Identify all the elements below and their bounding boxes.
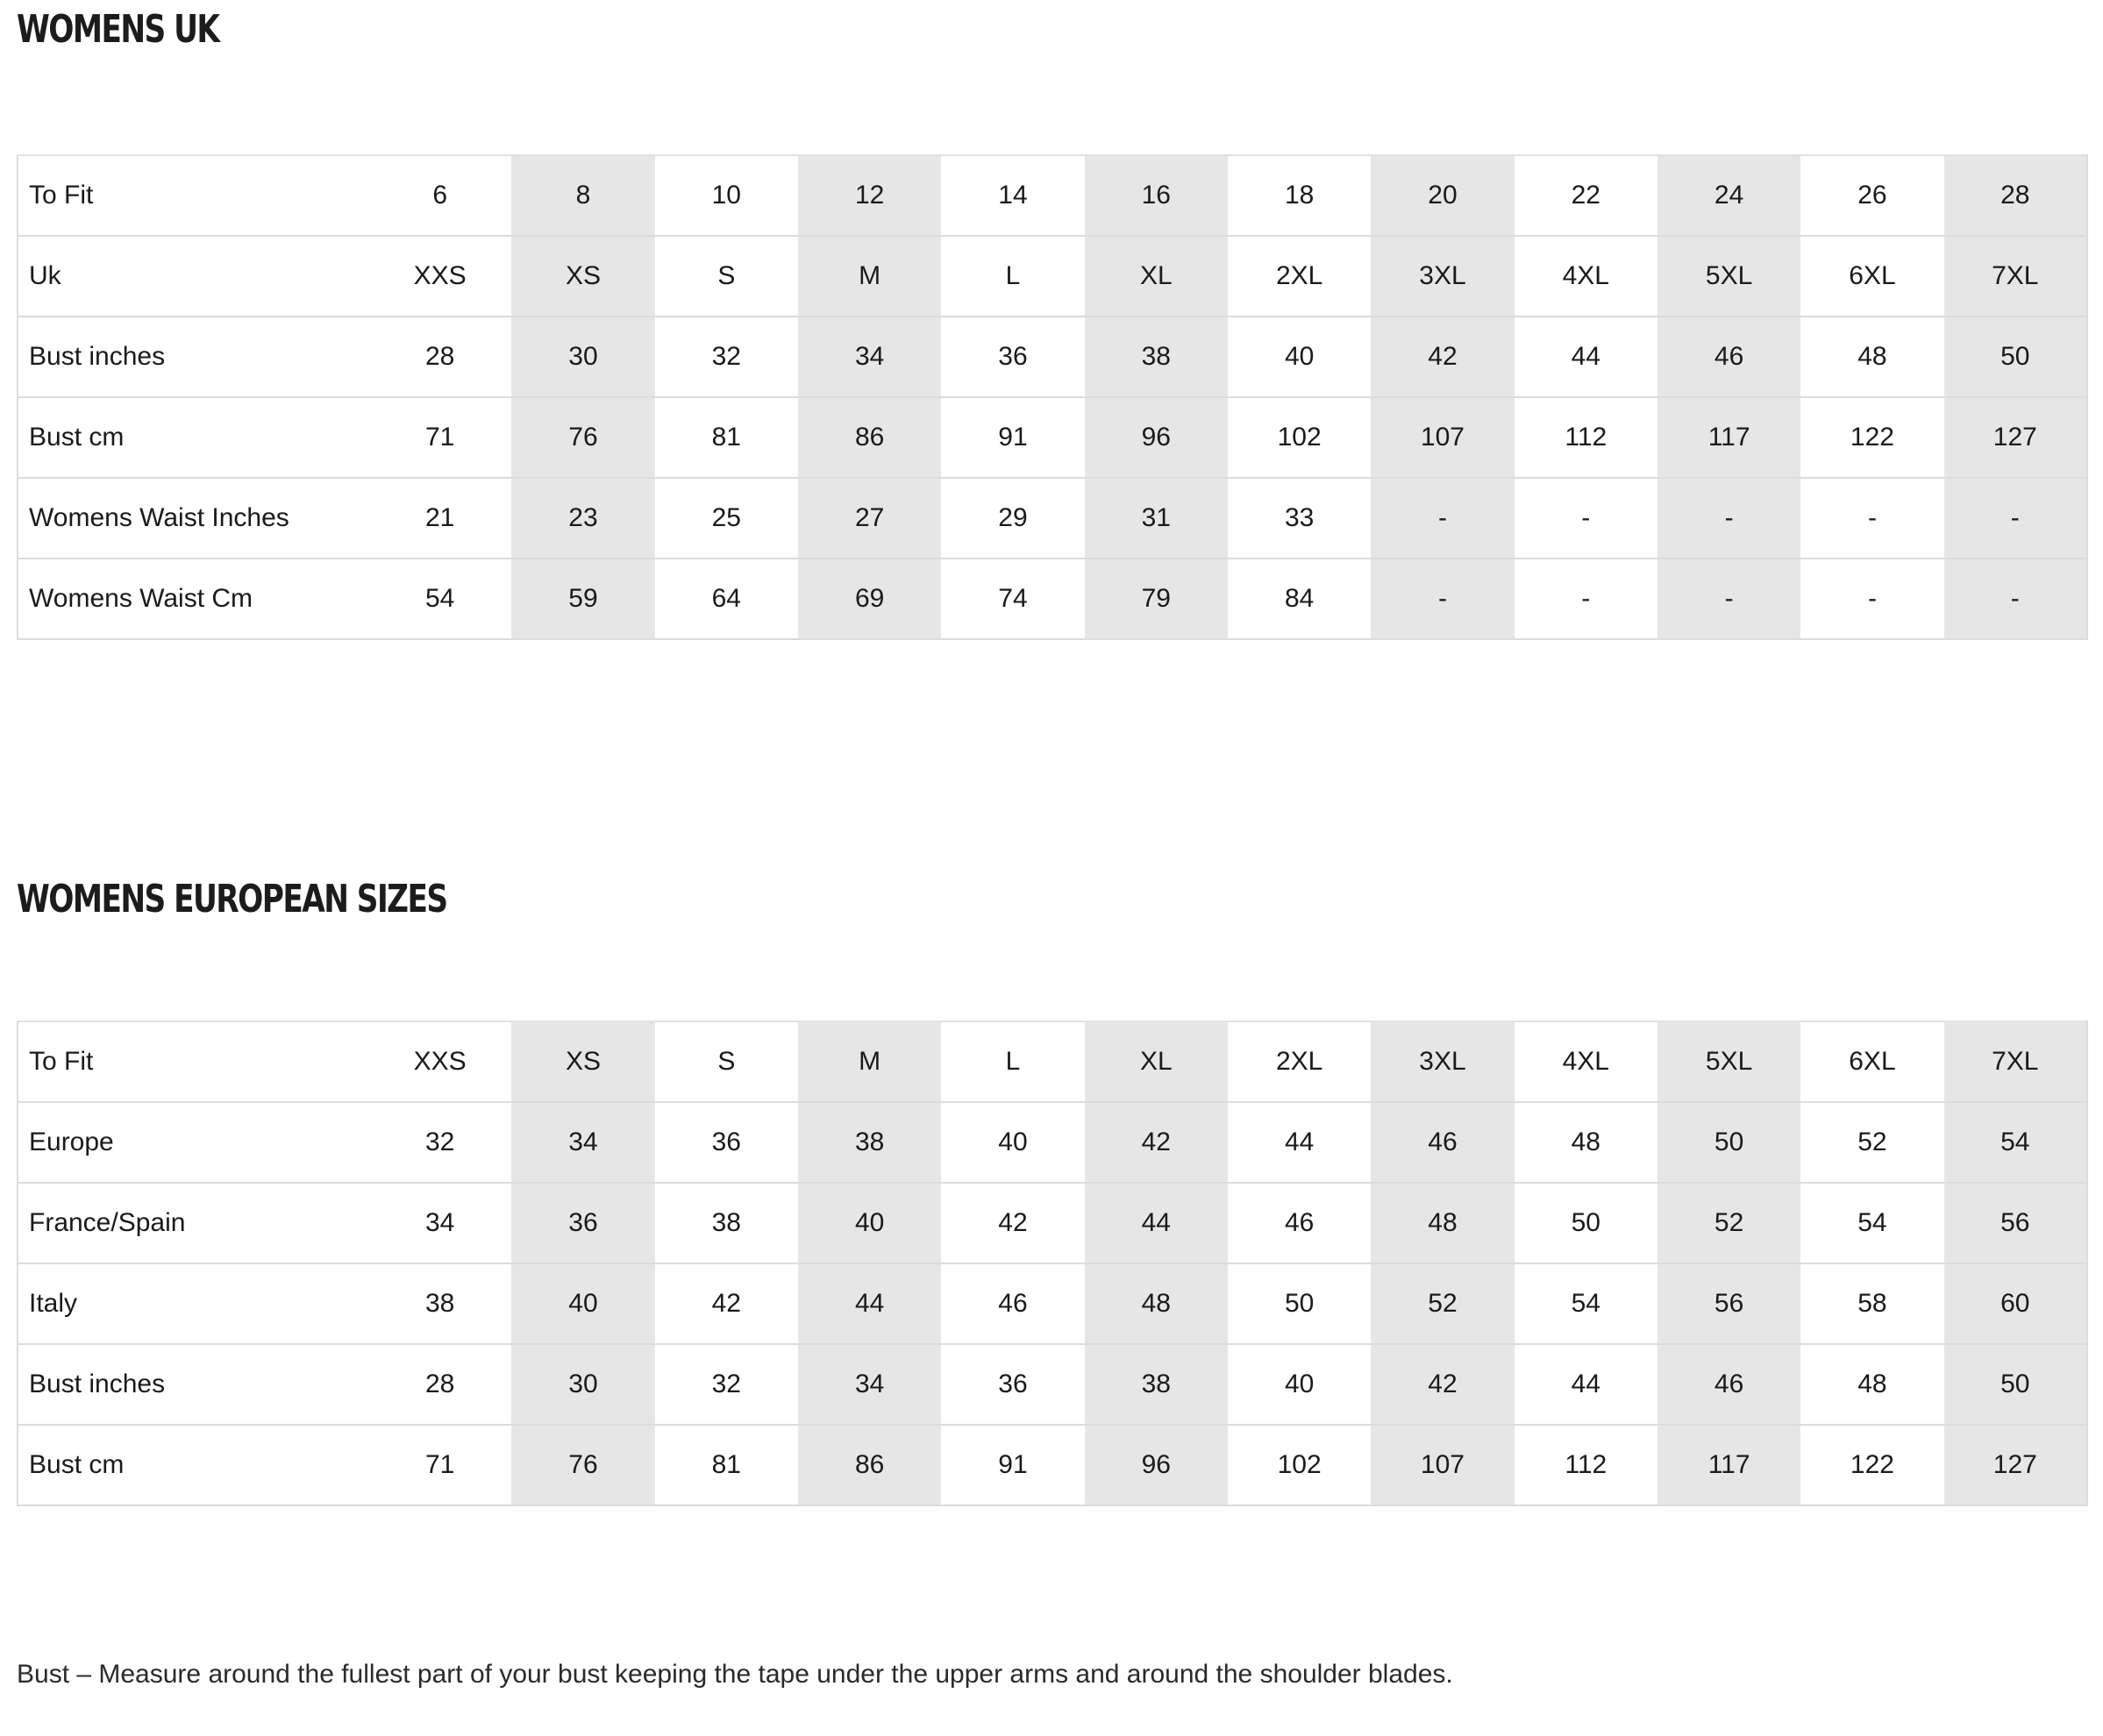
table-cell: 60 [1944, 1263, 2087, 1344]
table-row [18, 559, 2087, 639]
table-cell: 81 [655, 1425, 798, 1505]
table-row [18, 155, 2087, 236]
table-cell: 7XL [1944, 236, 2087, 317]
table-cell: 4XL [1515, 236, 1657, 317]
table-cell: 40 [798, 1183, 941, 1263]
table-cell: 50 [1515, 1183, 1657, 1263]
table-cell: 107 [1371, 1425, 1514, 1505]
table-cell: 48 [1371, 1183, 1514, 1263]
womens-uk-title: WOMENS UK [17, 7, 219, 52]
table-row [18, 317, 2087, 397]
table-cell: 32 [368, 1102, 511, 1183]
row-label: To Fit [18, 155, 368, 236]
table-cell: 34 [511, 1102, 654, 1183]
table-row [18, 1021, 2087, 1102]
table-cell: 23 [511, 478, 654, 559]
table-cell: 38 [655, 1183, 798, 1263]
table-cell: 48 [1800, 1344, 1943, 1425]
table-cell: 28 [368, 1344, 511, 1425]
table-cell: 81 [655, 397, 798, 478]
table-cell: 4XL [1515, 1021, 1657, 1102]
table-cell: 48 [1800, 317, 1943, 397]
table-cell: 42 [655, 1263, 798, 1344]
table-cell: 52 [1800, 1102, 1943, 1183]
table-cell: 50 [1944, 317, 2087, 397]
row-label: Bust inches [18, 1344, 368, 1425]
table-cell: 44 [1515, 1344, 1657, 1425]
table-cell: XS [511, 236, 654, 317]
table-cell: 38 [1085, 317, 1228, 397]
table-cell: 36 [511, 1183, 654, 1263]
table-cell: M [798, 1021, 941, 1102]
table-row [18, 397, 2087, 478]
table-cell: 46 [1371, 1102, 1514, 1183]
table-row [18, 236, 2087, 317]
table-row [18, 1183, 2087, 1263]
table-cell: 96 [1085, 397, 1228, 478]
table-cell: 3XL [1371, 1021, 1514, 1102]
table-cell: 42 [1371, 1344, 1514, 1425]
table-cell: XXS [368, 1021, 511, 1102]
table-row [18, 1263, 2087, 1344]
table-cell: - [1800, 559, 1943, 639]
table-cell: 40 [941, 1102, 1084, 1183]
table-cell: 30 [511, 317, 654, 397]
table-cell: - [1515, 559, 1657, 639]
table-cell: 52 [1371, 1263, 1514, 1344]
table-cell: - [1515, 478, 1657, 559]
table-cell: 64 [655, 559, 798, 639]
table-cell: 32 [655, 317, 798, 397]
table-cell: 112 [1515, 1425, 1657, 1505]
table-cell: 12 [798, 155, 941, 236]
table-cell: 117 [1657, 397, 1800, 478]
table-cell: - [1657, 478, 1800, 559]
table-cell: 122 [1800, 1425, 1943, 1505]
table-cell: 38 [1085, 1344, 1228, 1425]
table-cell: 50 [1657, 1102, 1800, 1183]
table-cell: 46 [1657, 1344, 1800, 1425]
table-cell: 33 [1228, 478, 1371, 559]
bust-measurement-note: Bust – Measure around the fullest part of your bust keeping the tape under the upper arms and around the shoulder blades. [17, 1660, 1453, 1689]
table-cell: 44 [1228, 1102, 1371, 1183]
table-cell: 42 [941, 1183, 1084, 1263]
table-cell: 36 [941, 1344, 1084, 1425]
table-cell: 91 [941, 397, 1084, 478]
table-cell: - [1371, 559, 1514, 639]
table-cell: 107 [1371, 397, 1514, 478]
table-cell: 10 [655, 155, 798, 236]
table-cell: 44 [798, 1263, 941, 1344]
table-cell: 8 [511, 155, 654, 236]
table-cell: 127 [1944, 1425, 2087, 1505]
table-cell: - [1800, 478, 1943, 559]
table-cell: XL [1085, 1021, 1228, 1102]
table-cell: 56 [1657, 1263, 1800, 1344]
row-label: Womens Waist Cm [18, 559, 368, 639]
table-cell: 6 [368, 155, 511, 236]
table-cell: 48 [1515, 1102, 1657, 1183]
row-label: Uk [18, 236, 368, 317]
table-cell: 52 [1657, 1183, 1800, 1263]
table-cell: 27 [798, 478, 941, 559]
table-cell: 40 [1228, 317, 1371, 397]
table-cell: 32 [655, 1344, 798, 1425]
table-cell: XXS [368, 236, 511, 317]
row-label: France/Spain [18, 1183, 368, 1263]
womens-european-size-table [17, 1021, 2088, 1506]
table-cell: 28 [1944, 155, 2087, 236]
table-cell: 50 [1944, 1344, 2087, 1425]
row-label: Bust cm [18, 1425, 368, 1505]
table-row [18, 1344, 2087, 1425]
table-cell: 3XL [1371, 236, 1514, 317]
womens-uk-size-table [17, 154, 2088, 640]
table-cell: 112 [1515, 397, 1657, 478]
table-cell: 71 [368, 1425, 511, 1505]
table-cell: 18 [1228, 155, 1371, 236]
table-cell: 48 [1085, 1263, 1228, 1344]
table-cell: 50 [1228, 1263, 1371, 1344]
table-cell: 76 [511, 397, 654, 478]
table-cell: 2XL [1228, 236, 1371, 317]
table-cell: 69 [798, 559, 941, 639]
table-cell: 40 [511, 1263, 654, 1344]
table-cell: 34 [798, 317, 941, 397]
row-label: Europe [18, 1102, 368, 1183]
table-cell: 54 [368, 559, 511, 639]
table-cell: 91 [941, 1425, 1084, 1505]
table-cell: 74 [941, 559, 1084, 639]
table-cell: 42 [1371, 317, 1514, 397]
table-cell: XS [511, 1021, 654, 1102]
table-cell: - [1657, 559, 1800, 639]
table-cell: 102 [1228, 397, 1371, 478]
womens-uk-table-body [18, 155, 2087, 639]
table-row [18, 1425, 2087, 1505]
table-cell: 42 [1085, 1102, 1228, 1183]
table-cell: 46 [1228, 1183, 1371, 1263]
table-cell: - [1944, 478, 2087, 559]
table-cell: 20 [1371, 155, 1514, 236]
table-cell: 36 [655, 1102, 798, 1183]
table-cell: 6XL [1800, 236, 1943, 317]
table-cell: 25 [655, 478, 798, 559]
table-cell: 79 [1085, 559, 1228, 639]
table-row [18, 478, 2087, 559]
table-cell: 7XL [1944, 1021, 2087, 1102]
table-cell: M [798, 236, 941, 317]
table-cell: 5XL [1657, 1021, 1800, 1102]
table-cell: 44 [1085, 1183, 1228, 1263]
table-cell: 6XL [1800, 1021, 1943, 1102]
table-cell: 5XL [1657, 236, 1800, 317]
womens-european-title: WOMENS EUROPEAN SIZES [17, 877, 447, 921]
womens-european-table-body [18, 1021, 2087, 1505]
table-cell: 59 [511, 559, 654, 639]
table-cell: 71 [368, 397, 511, 478]
table-cell: 84 [1228, 559, 1371, 639]
table-cell: 36 [941, 317, 1084, 397]
table-cell: 46 [1657, 317, 1800, 397]
table-cell: XL [1085, 236, 1228, 317]
table-cell: 14 [941, 155, 1084, 236]
table-cell: 40 [1228, 1344, 1371, 1425]
table-cell: 22 [1515, 155, 1657, 236]
row-label: Bust inches [18, 317, 368, 397]
table-cell: 46 [941, 1263, 1084, 1344]
table-cell: 54 [1944, 1102, 2087, 1183]
table-cell: 44 [1515, 317, 1657, 397]
table-row [18, 1102, 2087, 1183]
table-cell: 2XL [1228, 1021, 1371, 1102]
table-cell: L [941, 236, 1084, 317]
table-cell: 28 [368, 317, 511, 397]
table-cell: 117 [1657, 1425, 1800, 1505]
table-cell: 30 [511, 1344, 654, 1425]
table-cell: 26 [1800, 155, 1943, 236]
table-cell: 86 [798, 1425, 941, 1505]
table-cell: 38 [798, 1102, 941, 1183]
row-label: Womens Waist Inches [18, 478, 368, 559]
table-cell: 58 [1800, 1263, 1943, 1344]
row-label: Bust cm [18, 397, 368, 478]
table-cell: 54 [1515, 1263, 1657, 1344]
table-cell: 54 [1800, 1183, 1943, 1263]
table-cell: 96 [1085, 1425, 1228, 1505]
table-cell: 86 [798, 397, 941, 478]
table-cell: 122 [1800, 397, 1943, 478]
table-cell: 102 [1228, 1425, 1371, 1505]
row-label: Italy [18, 1263, 368, 1344]
table-cell: - [1371, 478, 1514, 559]
table-cell: 127 [1944, 397, 2087, 478]
row-label: To Fit [18, 1021, 368, 1102]
table-cell: - [1944, 559, 2087, 639]
table-cell: 24 [1657, 155, 1800, 236]
table-cell: 34 [798, 1344, 941, 1425]
table-cell: 76 [511, 1425, 654, 1505]
table-cell: 38 [368, 1263, 511, 1344]
table-cell: 29 [941, 478, 1084, 559]
table-cell: 34 [368, 1183, 511, 1263]
table-cell: 31 [1085, 478, 1228, 559]
table-cell: 56 [1944, 1183, 2087, 1263]
table-cell: 21 [368, 478, 511, 559]
table-cell: L [941, 1021, 1084, 1102]
table-cell: 16 [1085, 155, 1228, 236]
table-cell: S [655, 1021, 798, 1102]
table-cell: S [655, 236, 798, 317]
